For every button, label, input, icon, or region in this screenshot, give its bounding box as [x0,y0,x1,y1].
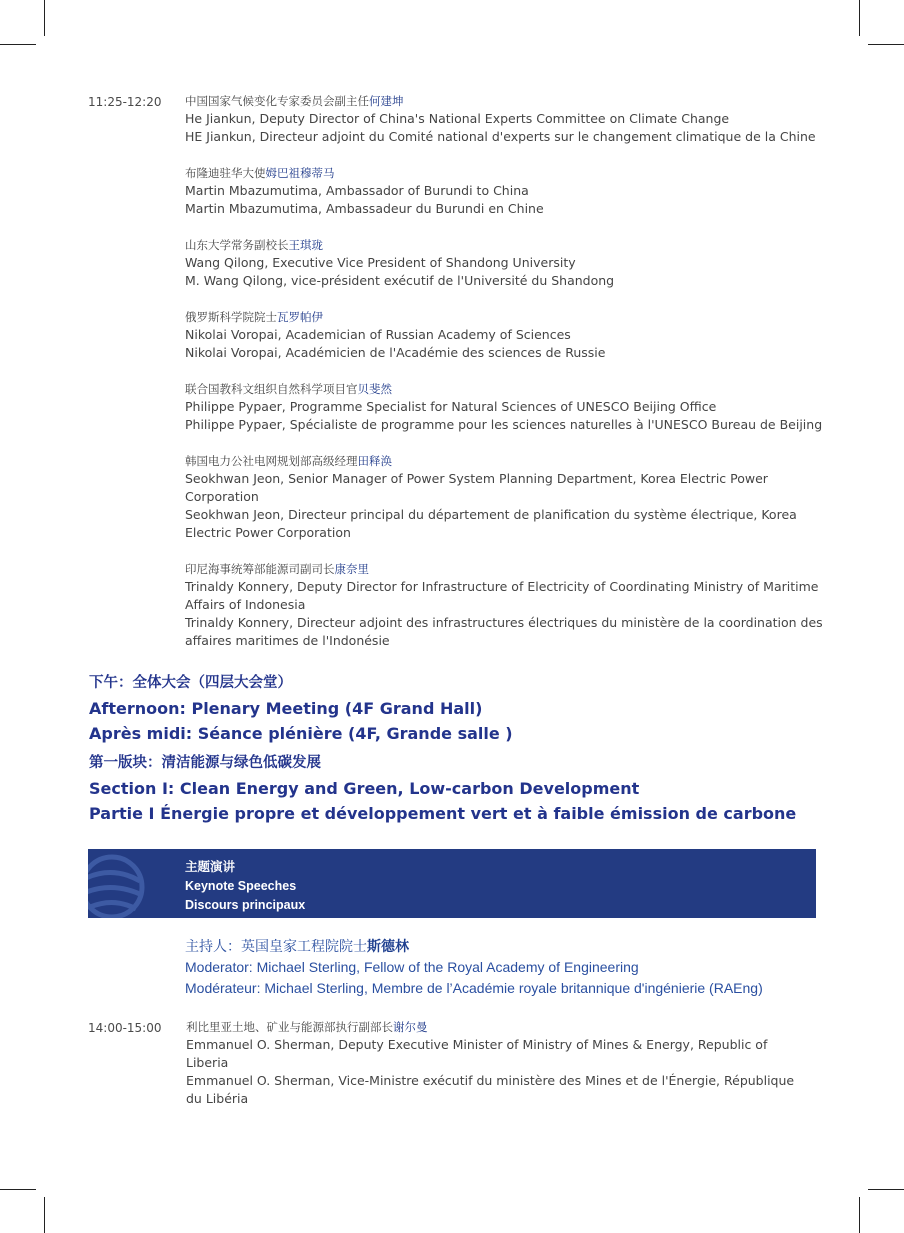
section-heading-fr: Partie I Énergie propre et développement vert et à faible émission de carbone [89,804,797,823]
speaker-title-zh: 利比里亚土地、矿业与能源部执行副部长 [186,1020,393,1034]
speaker-fr: Seokhwan Jeon, Directeur principal du département de planification du système électrique, Korea Electric Power Corporation [185,507,797,540]
speaker-list [186,1018,806,1126]
speaker-fr: M. Wang Qilong, vice-président exécutif de l'Université du Shandong [185,273,615,288]
section-heading-zh: 第一版块：清洁能源与绿色低碳发展 [89,755,321,771]
speaker-entry [185,164,825,218]
crop-mark [859,0,860,36]
speaker-fr: Martin Mbazumutima, Ambassadeur du Burundi en Chine [185,201,544,216]
speaker-entry [185,452,825,542]
globe-icon [88,851,150,918]
speaker-fr: Trinaldy Konnery, Directeur adjoint des infrastructures électriques du ministère de la coordination des affaires maritimes de l'Indonésie [185,615,823,648]
session-time: 14:00-15:00 [88,1021,162,1035]
speaker-title-zh: 布隆迪驻华大使 [185,166,266,180]
speaker-en: Martin Mbazumutima, Ambassador of Burundi to China [185,183,529,198]
speaker-fr: HE Jiankun, Directeur adjoint du Comité national d'experts sur le changement climatique de la Chine [185,129,816,144]
crop-mark [44,1197,45,1233]
banner-text [185,858,305,915]
speaker-name-zh: 姆巴祖穆蒂马 [265,166,335,180]
speaker-entry [185,92,825,146]
speaker-entry [185,560,825,650]
speaker-name-zh: 何建坤 [369,94,404,108]
speaker-name-zh: 贝斐然 [357,382,392,396]
speaker-name-zh: 瓦罗帕伊 [277,310,323,324]
speaker-list [185,92,825,668]
speaker-name-zh: 田释涣 [357,454,392,468]
moderator-fr: Modérateur: Michael Sterling, Membre de l’Académie royale britannique d'ingénierie (RAEng) [185,980,763,996]
afternoon-heading-en: Afternoon: Plenary Meeting (4F Grand Hall) [89,699,483,718]
speaker-title-zh: 山东大学常务副校长 [185,238,289,252]
speaker-en: Seokhwan Jeon, Senior Manager of Power System Planning Department, Korea Electric Power Corporation [185,471,768,504]
speaker-name-zh: 康奈里 [334,562,369,576]
crop-mark [0,1189,36,1190]
speaker-entry [185,308,825,362]
banner-title-fr: Discours principaux [185,898,306,912]
keynote-banner [88,849,816,918]
moderator-title-zh: 主持人：英国皇家工程院院士 [185,938,367,954]
speaker-name-zh: 王琪珑 [288,238,323,252]
session-time: 11:25-12:20 [88,95,162,109]
speaker-en: Trinaldy Konnery, Deputy Director for Infrastructure of Electricity of Coordinating Ministry of Maritime Affairs of Indonesia [185,579,819,612]
banner-title-en: Keynote Speeches [185,879,297,893]
speaker-en: Philippe Pypaer, Programme Specialist for Natural Sciences of UNESCO Beijing Office [185,399,717,414]
crop-mark [0,44,36,45]
speaker-fr: Emmanuel O. Sherman, Vice-Ministre exécutif du ministère des Mines et de l'Énergie, République du Libéria [186,1073,795,1106]
speaker-title-zh: 印尼海事统筹部能源司副司长 [185,562,335,576]
speaker-entry [185,236,825,290]
speaker-title-zh: 联合国教科文组织自然科学项目官 [185,382,358,396]
moderator-en: Moderator: Michael Sterling, Fellow of the Royal Academy of Engineering [185,959,639,975]
speaker-en: Nikolai Voropai, Academician of Russian Academy of Sciences [185,327,571,342]
afternoon-heading-zh: 下午：全体大会（四层大会堂） [89,675,292,691]
speaker-entry [186,1018,806,1108]
afternoon-heading [89,671,513,746]
section-heading-en: Section I: Clean Energy and Green, Low-carbon Development [89,779,640,798]
crop-mark [44,0,45,36]
moderator-name-zh: 斯德林 [367,938,409,954]
speaker-fr: Philippe Pypaer, Spécialiste de programme pour les sciences naturelles à l'UNESCO Bureau de Beijing [185,417,823,432]
speaker-title-zh: 中国国家气候变化专家委员会副主任 [185,94,369,108]
speaker-en: Emmanuel O. Sherman, Deputy Executive Minister of Ministry of Mines & Energy, Republic of Liberia [186,1037,768,1070]
speaker-entry [185,380,825,434]
section-heading [89,751,796,826]
moderator-block [185,936,763,999]
speaker-name-zh: 谢尔曼 [393,1020,428,1034]
speaker-en: He Jiankun, Deputy Director of China's National Experts Committee on Climate Change [185,111,730,126]
speaker-en: Wang Qilong, Executive Vice President of Shandong University [185,255,576,270]
banner-title-zh: 主题演讲 [185,860,236,874]
speaker-title-zh: 俄罗斯科学院院士 [185,310,277,324]
speaker-title-zh: 韩国电力公社电网规划部高级经理 [185,454,358,468]
speaker-fr: Nikolai Voropai, Académicien de l'Académie des sciences de Russie [185,345,606,360]
crop-mark [868,44,904,45]
afternoon-heading-fr: Après midi: Séance plénière (4F, Grande salle ) [89,724,513,743]
crop-mark [868,1189,904,1190]
crop-mark [859,1197,860,1233]
